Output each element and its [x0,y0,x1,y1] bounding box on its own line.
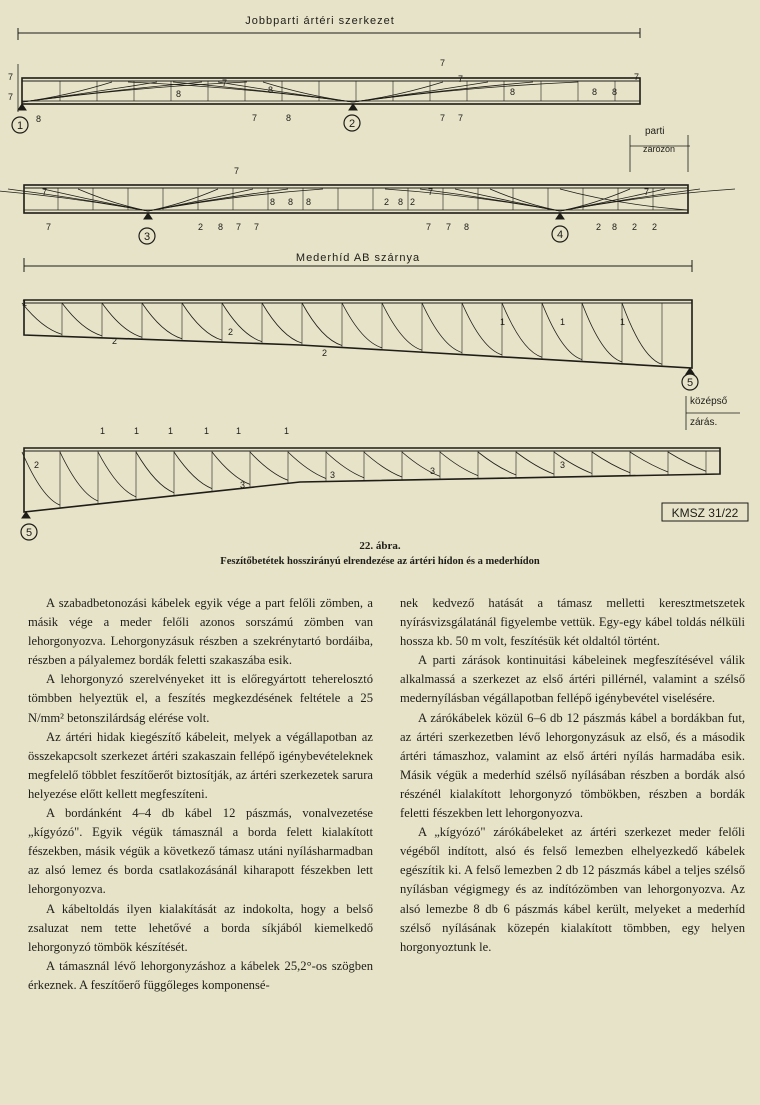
label-mederhid: Mederhíd AB szárnya [295,252,421,264]
row2-label: 2 [410,197,416,207]
paragraph: Az ártéri hidak kiegészítő kábeleit, melyek a végállapotban az összekapcsolt szerkezet ártéri szakaszain fellépő igénybevételeknek megfelelő többlet feszítőerőt biztosítják, az ártéri szerkezetek sarura helyezése előtt kellett megfeszíteni. [28,729,373,801]
row2-label: 8 [270,197,276,207]
row1-label: 7 [458,74,464,84]
row4-label: 3 [430,466,436,476]
row2-label: 7 [446,222,452,232]
row1-labels [8,58,639,124]
row1-label: 7 [440,113,446,123]
row2-label: 7 [254,222,260,232]
label-zaras: zárás. [690,417,718,428]
cable-layout-figure [0,0,760,539]
row2-label: 8 [464,222,470,232]
row3-label: 1 [560,317,566,327]
row2-label: 2 [596,222,602,232]
row1-label: 7 [222,78,228,88]
row1-label: 7 [8,92,14,102]
row2-label: 8 [306,197,312,207]
row4-label: 2 [34,460,40,470]
row2-label: 2 [384,197,390,207]
section-mederhid [22,258,698,390]
row3-labels [22,298,625,358]
paragraph: A kábeltoldás ilyen kialakítását az indokolta, hogy a belső zsaluzat nem tette lehetővé a borda síkjából kiemelkedő lehorgonyzó tömbök készítését. [28,901,373,954]
row3-label: 2 [322,348,328,358]
row1-label: 7 [252,113,258,123]
row3-label: 2 [112,336,118,346]
support-5b: 5 [25,527,33,539]
paragraph: A zárókábelek közül 6–6 db 12 pászmás kábel a bordákban fut, az ártéri szerkezetben lévő lehorgonyzásuk az első, és a második ártéri támaszhoz, valamint az első ártéri nyílás harmadába esik. Másik végük a mederhíd szélső nyílásában részben a bordák alsó részénél kialakított lehorgonyzó tömbökben, részben a bordák feletti fészekben lett lehorgonyozva. [400,710,745,821]
paragraph: A szabadbetonozási kábelek egyik vége a part felőli zömben, a másik vége a meder felőli azonos sorszámú zömben van lehorgonyozva. Lehorgonyzásuk részben a szekrénytartó bordáiba, részben a pályalemez bordák feletti szakaszába esik. [28,596,373,668]
row1-label: 8 [510,87,516,97]
section-jobbparti [12,28,640,133]
drawing-code: KMSZ 31/22 [671,506,739,520]
row2-label: 8 [288,197,294,207]
section-row4 [21,396,748,540]
paragraph: A „kígyózó" zárókábeleket az ártéri szerkezet meder felőli végéből indított, alsó és felső lemezben elhelyezkedő kábelek egészítik ki. A felső lemezben 2 db 12 pászmás kábel a teljes szélső nyílásban végigmegy és az indítózömben van lehorgonyozva. Az alsó lemezbe 8 db 6 pászmás kábel került, melyeket a mederhíd szélső nyílásának közepén kialakított tömbben, egy helyen horgonyoztunk le. [400,825,745,954]
row4-label: 1 [236,426,242,436]
row2-label: 7 [234,166,240,176]
row4-label: 1 [168,426,174,436]
row3-label: 1 [620,317,626,327]
row4-label: 1 [100,426,106,436]
label-zarozon: zárózón [643,144,676,154]
row4-label: 3 [560,460,566,470]
row3-label: 1 [22,298,28,308]
row1-label: 8 [612,87,618,97]
row2-label: 8 [218,222,224,232]
row2-label: 7 [428,187,434,197]
text-column-right [400,594,745,957]
row2-label: 8 [612,222,618,232]
figure-number: 22. ábra. [359,540,401,552]
paragraph: A támasznál lévő lehorgonyzáshoz a kábelek 25,2°-os szögben érkeznek. A feszítőerő függőleges komponensé- [28,958,373,992]
paragraph: A parti zárások kontinuitási kábeleinek megfeszítésével válik alkalmassá a szerkezet az első ártéri pillérnél, valamint a szélső medernyílásban végállapotban fellépő igénybevétel viselésére. [400,653,745,706]
row1-label: 8 [286,113,292,123]
row1-label: 8 [176,89,182,99]
row1-label: 7 [440,58,446,68]
text-column-left [28,594,373,995]
row1-label: 8 [268,85,274,95]
paragraph: A lehorgonyzó szerelvényeket itt is előregyártott teherelosztó tömbben helyeztük el, a feszítés megkezdésének feltétele a 25 N/mm² betonszilárdság elérése volt. [28,672,373,725]
row1-label: 7 [458,113,464,123]
row2-label: 2 [198,222,204,232]
row3-label: 2 [228,327,234,337]
row4-label: 3 [330,470,336,480]
row1-label: 7 [8,72,14,82]
row1-label: 7 [634,72,640,82]
section-row2 [0,135,735,244]
support-3: 3 [143,231,151,243]
row2-label: 8 [398,197,404,207]
row2-label: 7 [426,222,432,232]
label-jobbparti: Jobbparti ártéri szerkezet [245,15,395,27]
row3-label: 1 [500,317,506,327]
row1-label: 8 [592,87,598,97]
label-parti: parti [645,126,665,137]
support-4: 4 [556,229,564,241]
label-kozepso: középső [690,396,728,407]
row2-label: 2 [632,222,638,232]
paragraph: A bordánként 4–4 db kábel 12 pászmás, vonalvezetése „kígyózó". Egyik végük támasznál a borda felett kialakított fészekben, másik végük a következő támasz utáni nyílásharmadban az alsó lemez és borda csatlakozásánál kiharapott fészekben lett lehorgonyozva. [28,806,373,897]
row1-label: 8 [36,114,42,124]
support-2: 2 [348,118,356,130]
row2-label: 7 [644,187,650,197]
row2-label: 2 [652,222,658,232]
support-5a: 5 [686,377,694,389]
support-1: 1 [16,120,24,132]
paragraph: nek kedvező hatását a támasz melletti keresztmetszetek nyírásvizsgálatánál figyelembe vettük. Egy-egy kábel toldás nélküli hossza kb. 50 m volt, feszítésük két oldaltól történt. [400,596,745,649]
figure-caption: Feszítőbetétek hosszirányú elrendezése az ártéri hídon és a mederhídon [220,556,540,567]
row2-label: 7 [46,222,52,232]
row4-label: 1 [204,426,210,436]
row4-label: 1 [284,426,290,436]
row2-label: 7 [236,222,242,232]
row2-label: 7 [42,187,48,197]
row2-labels [42,166,657,232]
row4-label: 1 [134,426,140,436]
row4-label: 3 [240,480,246,490]
